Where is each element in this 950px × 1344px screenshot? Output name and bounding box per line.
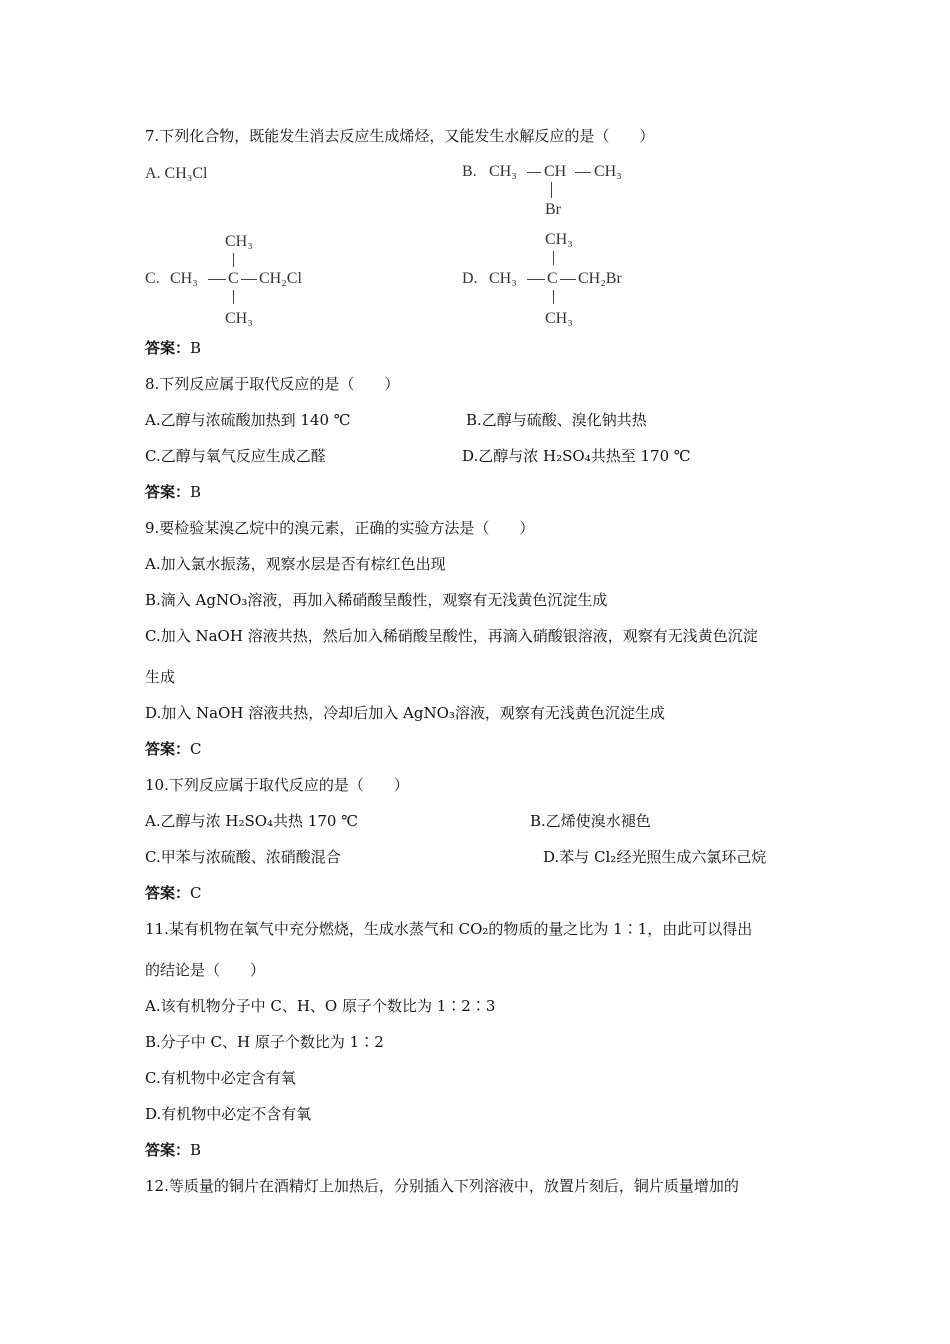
- q7-d-down-group: CH₃: [545, 310, 573, 327]
- answer-value: B: [190, 339, 202, 357]
- q7-c-bond-right: [241, 279, 257, 280]
- q11-option-d: D.有机物中必定不含有氧: [145, 1105, 312, 1123]
- q8-option-a: A.乙醇与浓硫酸加热到 140 ℃: [145, 411, 351, 429]
- q9-answer: [145, 739, 202, 759]
- q7-c-bond-up: [233, 253, 234, 267]
- q7-c-center-atom: C: [228, 270, 239, 287]
- q7-b-right-group: CH₃: [594, 163, 622, 180]
- q10-option-c: C.甲苯与浓硫酸、浓硝酸混合: [145, 848, 341, 866]
- q11-answer: [145, 1140, 201, 1160]
- q9-option-c-line2: 生成: [145, 668, 176, 686]
- q7-d-bond-right: [560, 279, 576, 280]
- q7-stem: 7.下列化合物，既能发生消去反应生成烯烃，又能发生水解反应的是（ ）: [145, 127, 655, 145]
- q10-option-a: A.乙醇与浓 H₂SO₄共热 170 ℃: [145, 812, 358, 830]
- q7-b-center-atom: CH: [544, 163, 567, 180]
- q7-b-bond-right: [575, 172, 591, 173]
- q7-answer: [145, 338, 201, 358]
- q9-stem: 9.要检验某溴乙烷中的溴元素，正确的实验方法是（ ）: [145, 519, 535, 537]
- q8-option-b: B.乙醇与硫酸、溴化钠共热: [466, 411, 647, 429]
- q7-c-down-group: CH₃: [225, 310, 253, 327]
- q10-stem: 10.下列反应属于取代反应的是（ ）: [145, 776, 409, 794]
- answer-value: C: [190, 740, 202, 758]
- q7-d-up-group: CH₃: [545, 231, 573, 248]
- q9-option-d: D.加入 NaOH 溶液共热，冷却后加入 AgNO₃溶液，观察有无浅黄色沉淀生成: [145, 704, 665, 722]
- q10-option-d: D.苯与 Cl₂经光照生成六氯环己烷: [543, 848, 767, 866]
- q7-d-bond-left: [527, 279, 545, 280]
- q7-d-bond-up: [553, 251, 554, 265]
- answer-label: 答案：: [145, 1141, 191, 1159]
- q7-b-bond-down: [551, 182, 552, 198]
- q12-stem: 12.等质量的铜片在酒精灯上加热后，分别插入下列溶液中，放置片刻后，铜片质量增加的: [145, 1177, 739, 1195]
- q7-b-substituent: Br: [545, 201, 561, 218]
- q7-c-bond-left: [208, 279, 226, 280]
- q8-stem: 8.下列反应属于取代反应的是（ ）: [145, 375, 400, 393]
- q8-option-c: C.乙醇与氧气反应生成乙醛: [145, 447, 326, 465]
- q11-option-a: A.该有机物分子中 C、H、O 原子个数比为 1∶2∶3: [145, 997, 496, 1015]
- q7-c-left-group: CH₃: [170, 270, 198, 287]
- q7-c-right-group: CH₂Cl: [259, 270, 302, 287]
- q7-b-bond-left: [527, 172, 541, 173]
- q7-d-prefix: D.: [462, 270, 478, 287]
- q8-option-d: D.乙醇与浓 H₂SO₄共热至 170 ℃: [462, 447, 691, 465]
- q8-answer: [145, 482, 201, 502]
- q11-stem-line2: 的结论是（ ）: [145, 961, 266, 979]
- q7-c-bond-down: [233, 290, 234, 304]
- q7-d-left-group: CH₃: [489, 270, 517, 287]
- q9-option-b: B.滴入 AgNO₃溶液，再加入稀硝酸呈酸性，观察有无浅黄色沉淀生成: [145, 591, 608, 609]
- q10-option-b: B.乙烯使溴水褪色: [530, 812, 651, 830]
- answer-label: 答案：: [145, 740, 191, 758]
- q7-d-bond-down: [553, 290, 554, 304]
- answer-value: B: [190, 1141, 202, 1159]
- q9-option-a: A.加入氯水振荡，观察水层是否有棕红色出现: [145, 555, 446, 573]
- q11-option-b: B.分子中 C、H 原子个数比为 1∶2: [145, 1033, 384, 1051]
- q7-d-right-group: CH₂Br: [578, 270, 622, 287]
- q9-option-c-line1: C.加入 NaOH 溶液共热，然后加入稀硝酸呈酸性，再滴入硝酸银溶液，观察有无浅黄色沉淀: [145, 627, 758, 645]
- q7-b-prefix: B.: [462, 163, 477, 180]
- answer-label: 答案：: [145, 884, 191, 902]
- q11-stem-line1: 11.某有机物在氧气中充分燃烧，生成水蒸气和 CO₂的物质的量之比为 1∶1，由此可以得出: [145, 920, 753, 938]
- answer-value: B: [190, 483, 202, 501]
- q7-d-center-atom: C: [547, 270, 558, 287]
- answer-value: C: [190, 884, 202, 902]
- q7-option-a: A. CH₃Cl: [145, 165, 208, 182]
- q7-c-up-group: CH₃: [225, 233, 253, 250]
- q11-option-c: C.有机物中必定含有氧: [145, 1069, 296, 1087]
- q10-answer: [145, 883, 202, 903]
- answer-label: 答案：: [145, 339, 191, 357]
- answer-label: 答案：: [145, 483, 191, 501]
- q7-c-prefix: C.: [145, 270, 160, 287]
- q7-b-left-group: CH₃: [489, 163, 517, 180]
